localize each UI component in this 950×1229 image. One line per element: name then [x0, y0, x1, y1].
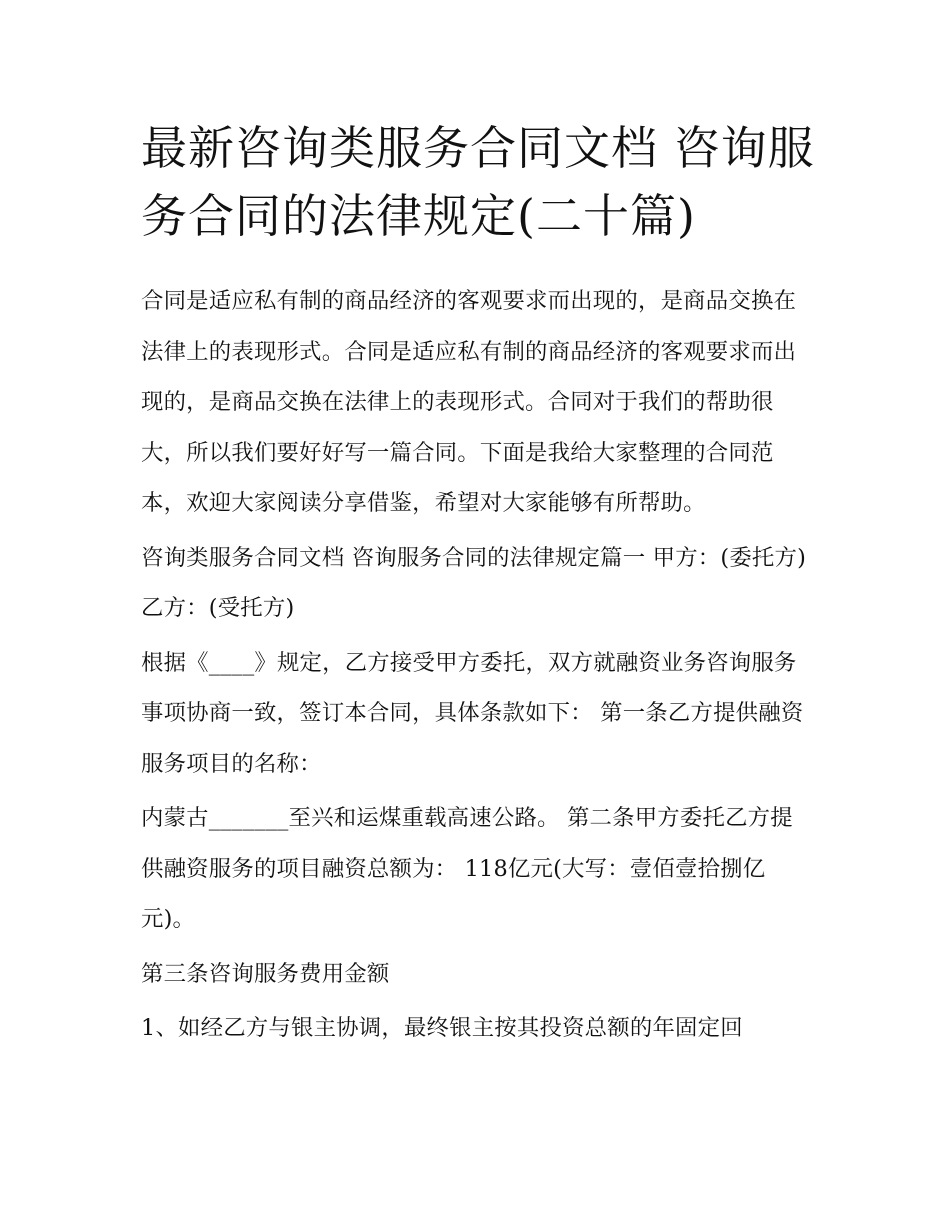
paragraph-parties: 咨询类服务合同文档 咨询服务合同的法律规定篇一 甲方：(委托方) 乙方：(受托方) — [141, 544, 807, 621]
paragraph-intro: 合同是适应私有制的商品经济的客观要求而出现的，是商品交换在法律上的表现形式。合同是适应私有制的商品经济的客观要求而出现的，是商品交换在法律上的表现形式。合同对于我们的帮助很大，所以我们要好好写一篇合同。下面是我给大家整理的合同范本，欢迎大家阅读分享借鉴，希望对大家能够有所帮助。 — [141, 288, 797, 516]
paragraph-basis: 根据《____》规定，乙方接受甲方委托，双方就融资业务咨询服务事项协商一致，签订本合同，具体条款如下： 第一条乙方提供融资服务项目的名称： — [141, 649, 804, 777]
document-body — [141, 276, 813, 1058]
paragraph-clause-one: 1、如经乙方与银主协调，最终银主按其投资总额的年固定回 — [141, 1015, 743, 1041]
paragraph-article-three: 第三条咨询服务费用金额 — [141, 960, 390, 987]
document-title: 最新咨询类服务合同文档 咨询服务合同的法律规定(二十篇) — [141, 121, 815, 243]
paragraph-project: 内蒙古_______至兴和运煤重载高速公路。 第二条甲方委托乙方提供融资服务的项目融资总额为： 118亿元(大写：壹佰壹拾捌亿元)。 — [141, 805, 793, 932]
